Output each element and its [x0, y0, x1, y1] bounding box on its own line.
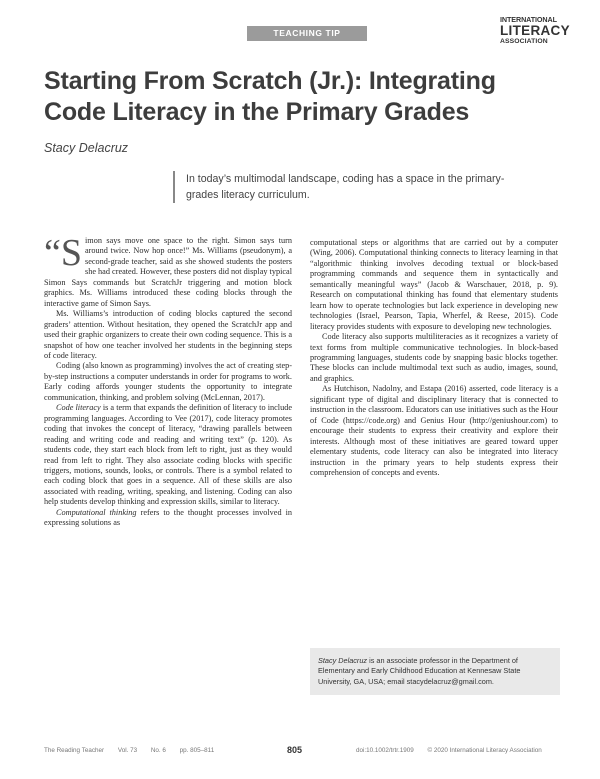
body-paragraph: Ms. Williams’s introduction of coding blocks captured the second graders’ attention. Without hesitation, they opened the ScratchJr app and used their graphic organizers to create their own coding sequence. This is a snapshot of how one teacher involved her students in the beginning steps of code literacy.	[44, 309, 292, 360]
body-column-right	[310, 238, 558, 478]
bio-text: is an associate professor in the Department of Elementary and Early Childhood Education at Kennesaw State University, GA, USA; email stacydelacruz@gmail.com.	[318, 656, 521, 686]
body-column-left	[44, 232, 293, 529]
body-paragraph: As Hutchison, Nadolny, and Estapa (2016) asserted, code literacy is a significant type of digital and disciplinary literacy that is connected to instruction in the classroom. Educators can use initiatives such as the Hour of Code (https://code.org) and Genius Hour (http://geniushour.com) to encourage their students to express their creativity and explore their interests. Although most of these initiatives are geared toward upper elementary students, code literacy can also be integrated into literacy instruction in the primary years to help students express their comprehension of concepts and events.	[310, 384, 558, 477]
article-title: Starting From Scratch (Jr.): Integrating Code Literacy in the Primary Grades	[44, 67, 496, 126]
pull-quote: In today’s multimodal landscape, coding has a space in the primary-grades literacy curriculum.	[173, 171, 526, 203]
term-computational-thinking: Computational thinking	[56, 507, 137, 517]
volume: Vol. 73	[117, 747, 138, 754]
body-paragraph: computational steps or algorithms that are carried out by a computer (Wing, 2006). Computational thinking connects to literacy learning in that “algorithmic thinking involves decoding textual or block-based programming commands and sequence them in syntactically and semantically meaningful ways” (Jacob & Warschauer, 2018, p. 9). Research on computational thinking has found that elementary students learn how to operate technologies but lack experience in developing new technologies (Israel, Pearson, Tapia, Wherfel, & Reese, 2015). Code literacy provides students with exposure to developing new technologies.	[310, 238, 558, 331]
logo-line-1: INTERNATIONAL	[500, 15, 557, 24]
logo-line-3: ASSOCIATION	[500, 37, 548, 45]
page-range: pp. 805–811	[179, 747, 215, 754]
term-code-literacy: Code literacy	[56, 403, 101, 413]
body-paragraph: Computational thinking refers to the thought processes involved in expressing solutions as	[44, 507, 293, 528]
body-paragraph: Code literacy also supports multiliteracies as it recognizes a variety of text forms from multiple communicative technologies. In block-based programming languages, students code by snapping basic blocks together. These blocks can include multimodal text such as audio, images, sound, and graphics.	[310, 332, 558, 383]
teaching-tip-banner: TEACHING TIP	[247, 26, 367, 41]
author-name: Stacy Delacruz	[44, 141, 129, 155]
logo-line-2: LITERACY	[500, 23, 570, 39]
issue: No. 6	[150, 747, 166, 754]
bio-author-name: Stacy Delacruz	[318, 656, 368, 665]
journal-name: The Reading Teacher	[44, 747, 105, 754]
page-number: 805	[287, 745, 303, 755]
footer-doi-copyright	[356, 747, 554, 754]
body-paragraph: Coding (also known as programming) involves the act of creating step-by-step instructions a computer understands in order for programs to work. Early coding affords younger students the opportunity to integrate communication, thinking, and problem solving (McLennan, 2017).	[44, 361, 292, 402]
ila-logo	[500, 16, 570, 46]
body-paragraph: Code literacy is a term that expands the definition of literacy to include programming languages. According to Vee (2017), code literacy promotes coding that invokes the concept of literacy, “drawing parallels between reading and writing code and reading and writing text” (p. 120). As students code, they start each block from left to right, just as they would read from left to right. They also associate coding blocks with specific triggers, motions, sounds, looks, or controls. There is a symbol related to each coding block that goes in a sequence. All of these skills are also associated with reading, writing, speaking, and listening. Coding can also help students develop thinking and expression skills, similar to literacy.	[44, 403, 292, 507]
author-bio-box	[310, 648, 560, 695]
body-paragraph: “Simon says move one space to the right. Simon says turn around twice. Now hop once!” Ms. Williams (pseudonym), a second-grade teacher, said as she showed students the posters she had created. However, these posters did not display typical Simon Says commands but ScratchJr triggering and motion block graphics. Ms. Williams introduced these coding blocks through the interactive game of Simon Says.	[44, 232, 293, 308]
footer-citation	[44, 747, 226, 754]
drop-cap: “S	[44, 232, 82, 274]
doi: doi:10.1002/trtr.1909	[356, 747, 414, 754]
copyright: © 2020 International Literacy Association	[427, 747, 542, 754]
